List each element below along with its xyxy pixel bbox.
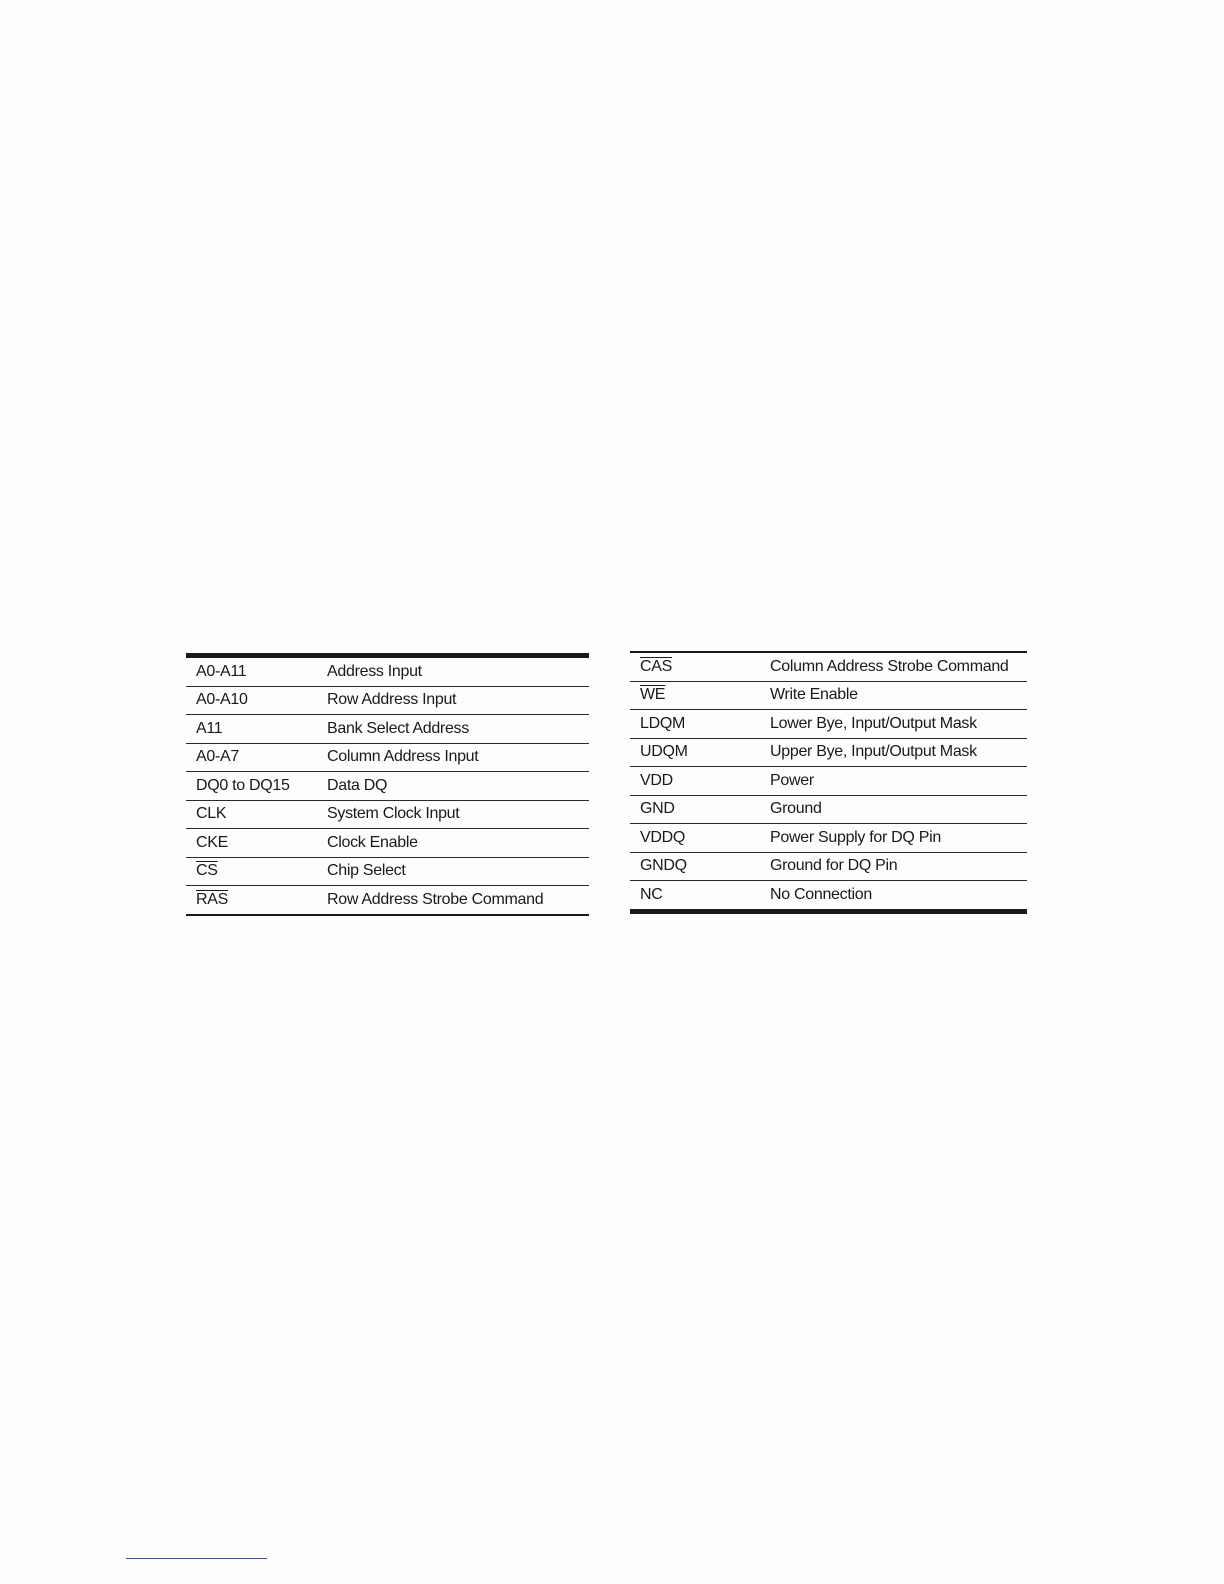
signal-description: No Connection <box>770 885 872 903</box>
signal-name: A11 <box>186 715 317 744</box>
signal-name: GND <box>630 795 760 824</box>
signal-name: UDQM <box>630 738 760 767</box>
signal-name: A0-A11 <box>186 656 317 687</box>
table-row <box>630 710 1027 739</box>
signal-name: DQ0 to DQ15 <box>186 772 317 801</box>
table-row <box>186 772 589 801</box>
table-row <box>186 829 589 858</box>
table-row <box>630 652 1027 681</box>
table-row <box>186 857 589 886</box>
signal-name: LDQM <box>630 710 760 739</box>
table-row <box>630 767 1027 796</box>
signal-name: GNDQ <box>630 852 760 881</box>
signal-description: Address Input <box>317 656 589 687</box>
table-row <box>630 881 1027 912</box>
signal-description: Power <box>760 767 1027 796</box>
signal-description: Row Address Input <box>317 686 589 715</box>
signal-description: Lower Bye, Input/Output Mask <box>760 710 1027 739</box>
signal-description: Ground for DQ Pin <box>760 852 1027 881</box>
signal-description: Write Enable <box>760 681 1027 710</box>
table-row <box>630 852 1027 881</box>
signal-description: System Clock Input <box>317 800 589 829</box>
signal-description: Row Address Strobe Command <box>327 890 544 908</box>
signal-name: A0-A7 <box>186 743 317 772</box>
table-row <box>186 800 589 829</box>
signal-description: Chip Select <box>317 857 589 886</box>
signal-name: CKE <box>186 829 317 858</box>
signal-description: Column Address Strobe Command <box>760 652 1027 681</box>
signal-name-active-low: $\overline{RAS}$ <box>196 890 228 908</box>
table-row <box>186 743 589 772</box>
signal-description: Bank Select Address <box>317 715 589 744</box>
signal-name-active-low: $\overline{CAS}$ <box>640 657 672 675</box>
signal-name: VDDQ <box>630 824 760 853</box>
signal-description: Power Supply for DQ Pin <box>760 824 1027 853</box>
table-row <box>186 656 589 687</box>
signal-name: CLK <box>186 800 317 829</box>
signal-description: Data DQ <box>317 772 589 801</box>
pin-table-left <box>186 653 589 916</box>
signal-name: VDD <box>630 767 760 796</box>
signal-name-active-low: $\overline{WE}$ <box>640 686 666 704</box>
table-row <box>630 824 1027 853</box>
signal-name: A0-A10 <box>186 686 317 715</box>
table-row <box>630 681 1027 710</box>
signal-description: Upper Bye, Input/Output Mask <box>760 738 1027 767</box>
signal-description: Clock Enable <box>317 829 589 858</box>
signal-name-active-low: $\overline{CS}$ <box>196 862 218 880</box>
footnote-separator-rule <box>126 1558 267 1559</box>
signal-description: Column Address Input <box>317 743 589 772</box>
signal-description: Ground <box>760 795 1027 824</box>
table-row <box>630 795 1027 824</box>
pin-table-right <box>630 651 1027 914</box>
table-row <box>186 715 589 744</box>
table-row <box>186 686 589 715</box>
signal-name: NC <box>640 885 663 903</box>
table-row <box>186 886 589 915</box>
table-row <box>630 738 1027 767</box>
